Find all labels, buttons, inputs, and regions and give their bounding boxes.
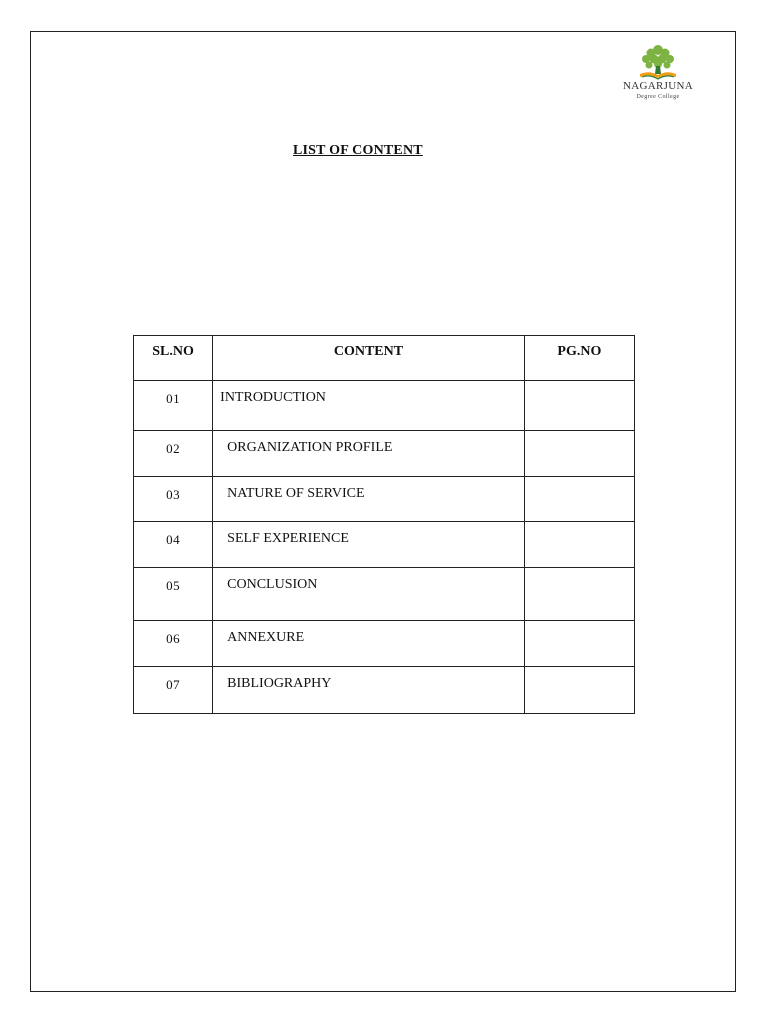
logo-subtitle: Degree College [636, 94, 680, 100]
table-row [134, 568, 635, 621]
row-pg-no [524, 621, 634, 667]
row-pg-no [524, 568, 634, 621]
row-content: CONCLUSION [213, 568, 525, 621]
row-sl-no: 06 [134, 621, 213, 667]
row-content: ANNEXURE [213, 621, 525, 667]
row-pg-no [524, 667, 634, 714]
row-content: NATURE OF SERVICE [213, 477, 525, 522]
header-content: CONTENT [213, 336, 525, 381]
table-row [134, 477, 635, 522]
row-pg-no [524, 477, 634, 522]
header-sl-no: SL.NO [134, 336, 213, 381]
row-sl-no: 03 [134, 477, 213, 522]
row-content: INTRODUCTION [213, 381, 525, 431]
contents-table [133, 335, 635, 714]
table-row [134, 431, 635, 477]
row-content: BIBLIOGRAPHY [213, 667, 525, 714]
table-header-row [134, 336, 635, 381]
row-content: SELF EXPERIENCE [213, 522, 525, 568]
row-pg-no [524, 381, 634, 431]
row-pg-no [524, 522, 634, 568]
row-sl-no: 02 [134, 431, 213, 477]
table-row [134, 621, 635, 667]
row-content: ORGANIZATION PROFILE [213, 431, 525, 477]
table-row [134, 522, 635, 568]
page-title: LIST OF CONTENT [293, 143, 423, 158]
row-pg-no [524, 431, 634, 477]
row-sl-no: 04 [134, 522, 213, 568]
row-sl-no: 07 [134, 667, 213, 714]
row-sl-no: 01 [134, 381, 213, 431]
table-row [134, 667, 635, 714]
logo-name: NAGARJUNA [623, 80, 693, 92]
row-sl-no: 05 [134, 568, 213, 621]
header-pg-no: PG.NO [524, 336, 634, 381]
table-row [134, 381, 635, 431]
